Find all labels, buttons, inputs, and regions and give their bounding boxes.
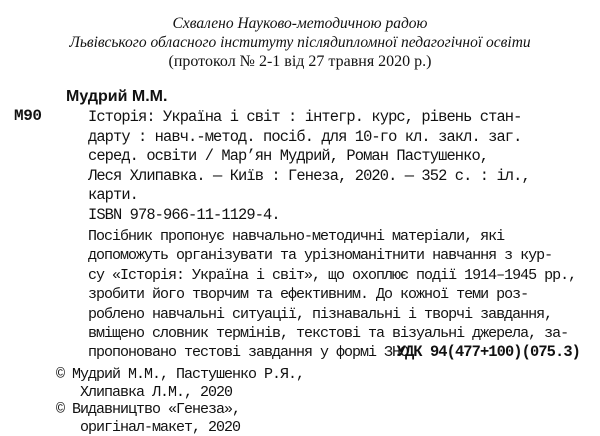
abstract-line: Посібник пропонує навчально-методичні матеріали, які: [88, 228, 504, 245]
biblio-line: серед. освіти / Мар’ян Мудрий, Роман Пастушенко,: [88, 147, 488, 165]
abstract-line: допоможуть організувати та урізноманітнити навчання з кур-: [88, 247, 552, 264]
bibliographic-description: [88, 108, 588, 206]
abstract-line: зробити його творчим та ефективним. До кожної теми роз-: [88, 286, 528, 303]
abstract-line: су «Історія: Україна і світ», що охоплює події 1914–1945 рр.,: [88, 267, 576, 284]
copyright-authors: © Мудрий М.М., Пастушенко Р.Я.,: [56, 366, 304, 384]
isbn: ISBN 978-966-11-1129-4.: [88, 206, 280, 224]
copyright-authors-cont: Хлипавка Л.М., 2020: [56, 384, 304, 402]
abstract-line: пропоновано тестові завдання у формі ЗНО.: [88, 344, 416, 361]
biblio-line: Леся Хлипавка. — Київ : Генеза, 2020. — 352 с. : іл.,: [88, 167, 530, 185]
biblio-line: дарту : навч.-метод. посіб. для 10-го кл. закл. заг.: [88, 128, 521, 146]
approval-line-1: Схвалено Науково-методичною радою: [0, 14, 600, 33]
catalog-index: М90: [14, 107, 42, 125]
abstract-line: роблено навчальні ситуації, пізнавальні і творчі завдання,: [88, 306, 552, 323]
udc-code: УДК 94(477+100)(075.3): [397, 343, 580, 361]
catalog-author: Мудрий М.М.: [66, 88, 167, 106]
copyright-publisher-cont: оригінал-макет, 2020: [56, 419, 304, 436]
approval-line-2: Львівського обласного інституту післядипломної педагогічної освіти: [0, 33, 600, 52]
copyright-block: [56, 366, 304, 436]
copyright-publisher: © Видавництво «Генеза»,: [56, 401, 304, 419]
biblio-line: Історія: Україна і світ : інтегр. курс, рівень стан-: [88, 108, 521, 126]
abstract-line: вміщено словник термінів, текстові та візуальні джерела, за-: [88, 325, 568, 342]
approval-block: [0, 14, 600, 71]
biblio-line: карти.: [88, 186, 138, 204]
approval-protocol: (протокол № 2-1 від 27 травня 2020 р.): [0, 52, 600, 71]
